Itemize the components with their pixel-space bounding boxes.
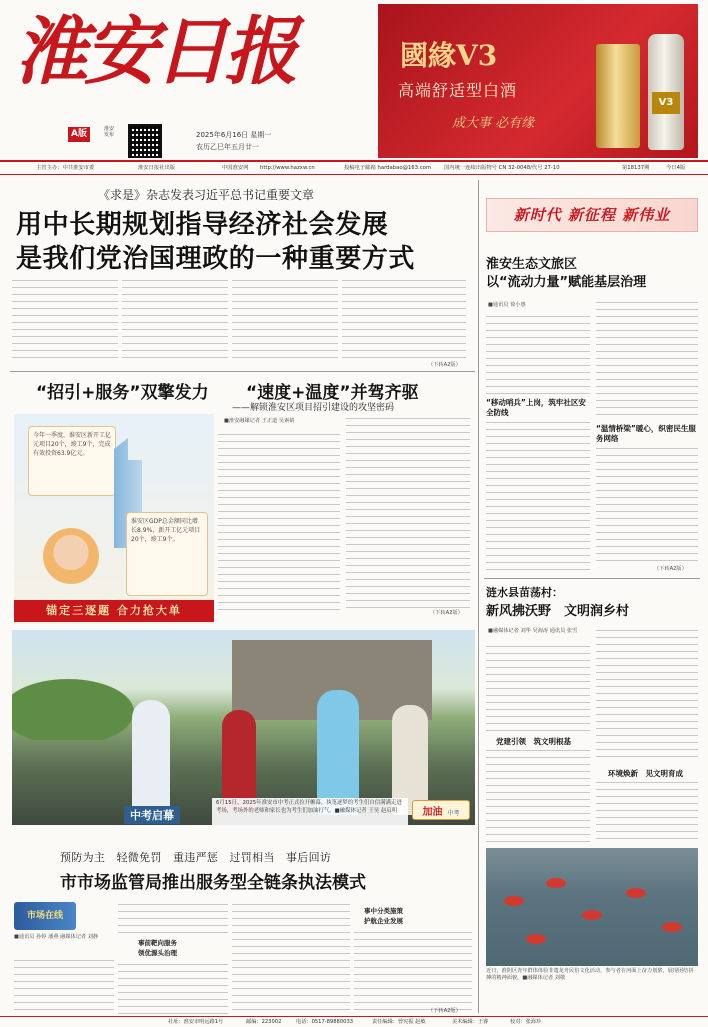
ad-bottle-box [596, 44, 640, 148]
ad-bottle-label: V3 [652, 92, 680, 114]
lead-continue: （下转A2版） [428, 362, 461, 368]
market-continue: （下转A2版） [428, 1008, 461, 1014]
market-subhead-a-line1: 事前靶向服务 [138, 939, 177, 947]
feature-infographic [14, 414, 214, 624]
footer [0, 1016, 708, 1027]
market-body-col-1 [14, 958, 114, 1016]
site-url[interactable]: http://www.hazxw.cn [260, 165, 315, 171]
infographic-text-2: 淮安区GDP总金额同比增长8.9%，新开工亿元项目20个，竣工9个。 [131, 518, 201, 543]
qr-code[interactable] [128, 124, 162, 158]
feature-byline: ■淮安融媒记者 王正道 吴素婧 [224, 418, 295, 424]
lead-headline-2: 是我们党治国理政的一种重要方式 [16, 244, 416, 274]
top-advertisement[interactable] [378, 4, 698, 158]
page-count: 今日4版 [666, 165, 686, 171]
story1-body-col-3 [596, 300, 698, 420]
lead-body-col-4 [342, 278, 466, 362]
dragon-boat-caption: 近日，淮阴区青年群体体验非遗龙舟民俗文化活动，参与者在河面上奋力划桨，展现团结拼搏的精神面貌。■融媒体记者 刘敬 [486, 968, 694, 981]
photo-label: 中考启幕 [124, 806, 180, 824]
market-byline: ■通讯员 孙婷 潘燕 融媒体记者 刘静 [14, 934, 99, 940]
photo-tree [12, 670, 152, 740]
photo-caption-box [212, 798, 408, 825]
boat-6 [526, 934, 546, 944]
story2-sub-2: 环境焕新 见文明育成 [608, 769, 683, 778]
market-subhead-b-line2: 护航企业发展 [364, 917, 403, 925]
feature-subtitle: ——解锁淮安区项目招引建设的攻坚密码 [232, 403, 395, 413]
story1-sub-2: “温情桥梁”暖心，织密民生服务网络 [596, 424, 696, 443]
story2-body-col-1 [486, 644, 590, 734]
footer-editor: 责任编辑：曾宪振 赵敏 [372, 1019, 426, 1025]
market-subhead-a [138, 938, 177, 958]
ad-brand: 國緣V3 [400, 39, 498, 72]
ad-slogan: 高端舒适型白酒 [398, 81, 518, 100]
slogan-box [14, 600, 214, 622]
story2-title-2: 新风拂沃野 文明润乡村 [486, 604, 630, 619]
photo-tag-a: 加油 [422, 807, 443, 818]
photo-person-1 [132, 700, 170, 810]
market-body-col-4 [232, 902, 350, 1016]
feature-continue: （下转A2版） [430, 610, 463, 616]
site-name: 中国淮安网 [222, 165, 249, 171]
market-body-col-5 [354, 930, 472, 1010]
story1-body-col-2 [486, 420, 590, 572]
footer-phone: 电话：0517-89880033 [296, 1019, 354, 1025]
sponsor: 主管主办：中共淮安市委 [36, 165, 95, 171]
photo-person-3 [317, 690, 359, 815]
feature-body-col-2 [346, 416, 470, 612]
dragon-boat-photo [486, 848, 698, 966]
photo-person-2 [222, 710, 256, 810]
photo-tag [412, 800, 470, 820]
infographic-text-1: 今年一季度，淮安区新开工亿元项目20个，竣工9个，完成有效投资63.9亿元。 [33, 432, 112, 457]
boat-1 [504, 896, 524, 906]
right-divider-1 [484, 578, 700, 579]
cn-number: 国内统一连续出版物号 CN 32-0048/代号 27-10 [444, 165, 560, 171]
story2-body-col-4 [596, 780, 698, 842]
story1-body-col-1 [486, 314, 590, 396]
story1-body-col-4 [596, 446, 698, 566]
story1-continue: （下转A2版） [654, 566, 687, 572]
market-subhead-b-line1: 事中分类施策 [364, 907, 403, 915]
exam-photo [12, 630, 475, 825]
photo-caption: 6月15日，2025年淮安市中考正式拉开帷幕。执笔逐梦的考生们自信满满走进考场，考场外的老师和家长也为考生们加油打气。■融媒体记者 王昊 赵启明 [216, 800, 402, 814]
feature-body-col-1 [218, 432, 340, 612]
handshake-illustration [28, 514, 114, 584]
lead-kicker: 《求是》杂志发表习近平总书记重要文章 [98, 188, 315, 202]
info-bar [0, 160, 708, 175]
story1-sub-1: “移动哨兵”上岗，筑牢社区安全防线 [486, 398, 586, 417]
lead-body-col-3 [232, 278, 338, 362]
newspaper-title: 淮安日报 [14, 9, 294, 95]
lead-body-col-1 [12, 278, 118, 362]
market-body-col-2 [118, 902, 228, 934]
feature-title-a: “招引+服务”双擎发力 [36, 383, 209, 403]
market-subhead-b [364, 906, 403, 926]
slogan-text: 锚定三逐题 合力抢大单 [46, 604, 182, 617]
section-divider [10, 371, 475, 372]
infographic-box-2 [126, 512, 208, 596]
market-headline: 市市场监管局推出服务型全链条执法模式 [60, 873, 366, 893]
right-column-divider [478, 180, 479, 1013]
boat-2 [546, 878, 566, 888]
market-column-logo-text: 市场在线 [26, 911, 63, 921]
feature-title-b: “速度+温度”并驾齐驱 [246, 383, 419, 403]
publisher: 淮安日报社出版 [138, 165, 176, 171]
submission-email[interactable]: 投稿电子邮箱 hardabao@163.com [344, 165, 432, 171]
infographic-box-1 [28, 426, 116, 496]
story2-title-1: 涟水县苗荡村： [486, 586, 563, 599]
footer-address: 社址：淮安市明远路1号 [168, 1019, 224, 1025]
boat-5 [662, 922, 682, 932]
boat-4 [626, 888, 646, 898]
story1-title-2: 以“流动力量”赋能基层治理 [486, 275, 647, 290]
footer-design: 美术编辑：王睿 [452, 1019, 489, 1025]
market-body-col-3 [118, 962, 228, 1016]
right-banner [486, 198, 698, 232]
story2-body-col-3 [596, 628, 698, 762]
ad-tagline: 成大事 必有缘 [452, 116, 535, 131]
story2-byline: ■融媒体记者 刘华 吴海涛 通讯员 张雪 [488, 628, 578, 634]
story1-title-1: 淮安生态文旅区 [486, 257, 578, 272]
edition-badge [68, 127, 90, 142]
date-line: 2025年6月16日 星期一 [196, 131, 272, 139]
issue-number: 第18137期 [622, 165, 650, 171]
ad-bottle [648, 34, 684, 150]
lunar-line: 农历乙巳年五月廿一 [196, 143, 259, 151]
boat-3 [582, 910, 602, 920]
lead-body-col-2 [122, 278, 228, 362]
story2-sub-1: 党建引领 筑文明根基 [496, 737, 571, 746]
edition-label: A版 [71, 129, 87, 139]
market-subhead-a-line2: 领优源头治理 [138, 949, 177, 957]
photo-tag-b: 中考 [447, 810, 460, 817]
footer-postcode: 邮编：223002 [246, 1019, 282, 1025]
story1-byline: ■通讯员 徐小惠 [488, 302, 526, 308]
market-slogans: 预防为主 轻微免罚 重违严惩 过罚相当 事后回访 [60, 851, 332, 864]
right-banner-text: 新时代 新征程 新伟业 [513, 206, 671, 224]
lead-headline-1: 用中长期规划指导经济社会发展 [16, 210, 389, 240]
edition-note: 淮安发布 [104, 126, 115, 138]
story2-body-col-2 [486, 748, 590, 842]
market-column-logo [14, 902, 76, 930]
footer-proof: 校对：张海珍 [510, 1019, 542, 1025]
